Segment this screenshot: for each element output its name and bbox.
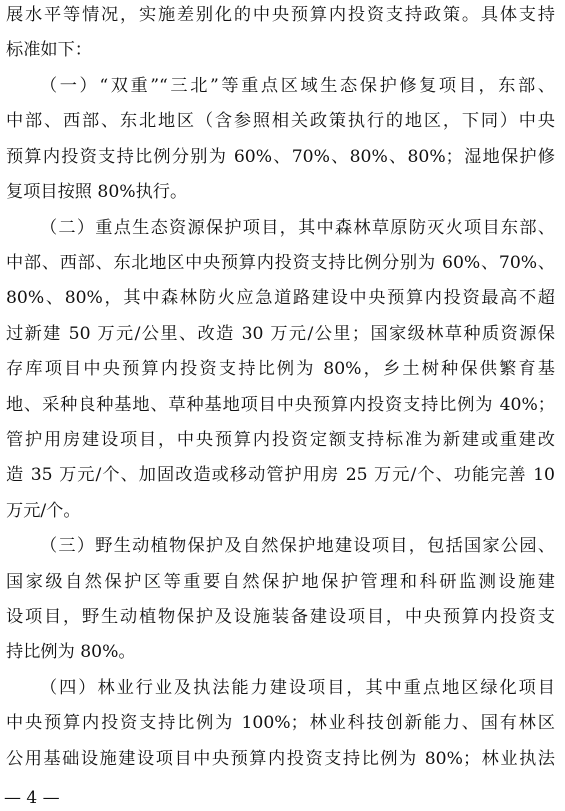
text-line: 中部、西部、东北地区（含参照相关政策执行的地区，下同）中央 [6, 111, 555, 132]
text-line: 设项目，野生动植物保护及设施装备建设项目，中央预算内投资支 [6, 607, 555, 627]
text-line: 中央预算内投资支持比例为 100%；林业科技创新能力、国有林区 [6, 713, 555, 734]
text-line: 过新建 50 万元/公里、改造 30 万元/公里；国家级林草种质资源保 [6, 323, 555, 344]
text-line: （三）野生动植物保护及自然保护地建设项目，包括国家公园、 [40, 536, 555, 557]
text-line: （四）林业行业及执法能力建设项目，其中重点地区绿化项目 [40, 677, 555, 698]
page-number: — 4 — [4, 788, 60, 808]
text-line: 复项目按照 80%执行。 [6, 182, 188, 202]
text-line: 管护用房建设项目，中央预算内投资定额支持标准为新建或重建改 [6, 429, 555, 450]
text-line: （一）“双重”“三北”等重点区域生态保护修复项目，东部、 [40, 75, 555, 96]
text-line: 中部、西部、东北地区中央预算内投资支持比例分别为 60%、70%、 [6, 252, 555, 273]
text-line: 公用基础设施建设项目中央预算内投资支持比例为 80%；林业执法 [6, 748, 555, 769]
text-line: 展水平等情况，实施差别化的中央预算内投资支持政策。具体支持 [6, 5, 555, 25]
text-line: 80%、80%，其中森林防火应急道路建设中央预算内投资最高不超 [6, 288, 555, 309]
text-line: 地、采种良种基地、草种基地项目中央预算内投资支持比例为 40%； [6, 394, 555, 415]
text-line: 造 35 万元/个、加固改造或移动管护用房 25 万元/个、功能完善 10 [6, 465, 555, 486]
text-line: （二）重点生态资源保护项目，其中森林草原防灭火项目东部、 [40, 217, 555, 238]
text-line: 万元/个。 [6, 500, 81, 521]
text-line: 持比例为 80%。 [6, 642, 136, 663]
text-line: 预算内投资支持比例分别为 60%、70%、80%、80%；湿地保护修 [6, 146, 555, 167]
text-line: 存库项目中央预算内投资支持比例为 80%，乡土树种保供繁育基 [6, 359, 555, 380]
text-line: 国家级自然保护区等重要自然保护地保护管理和科研监测设施建 [6, 571, 555, 592]
text-line: 标准如下： [6, 40, 92, 61]
